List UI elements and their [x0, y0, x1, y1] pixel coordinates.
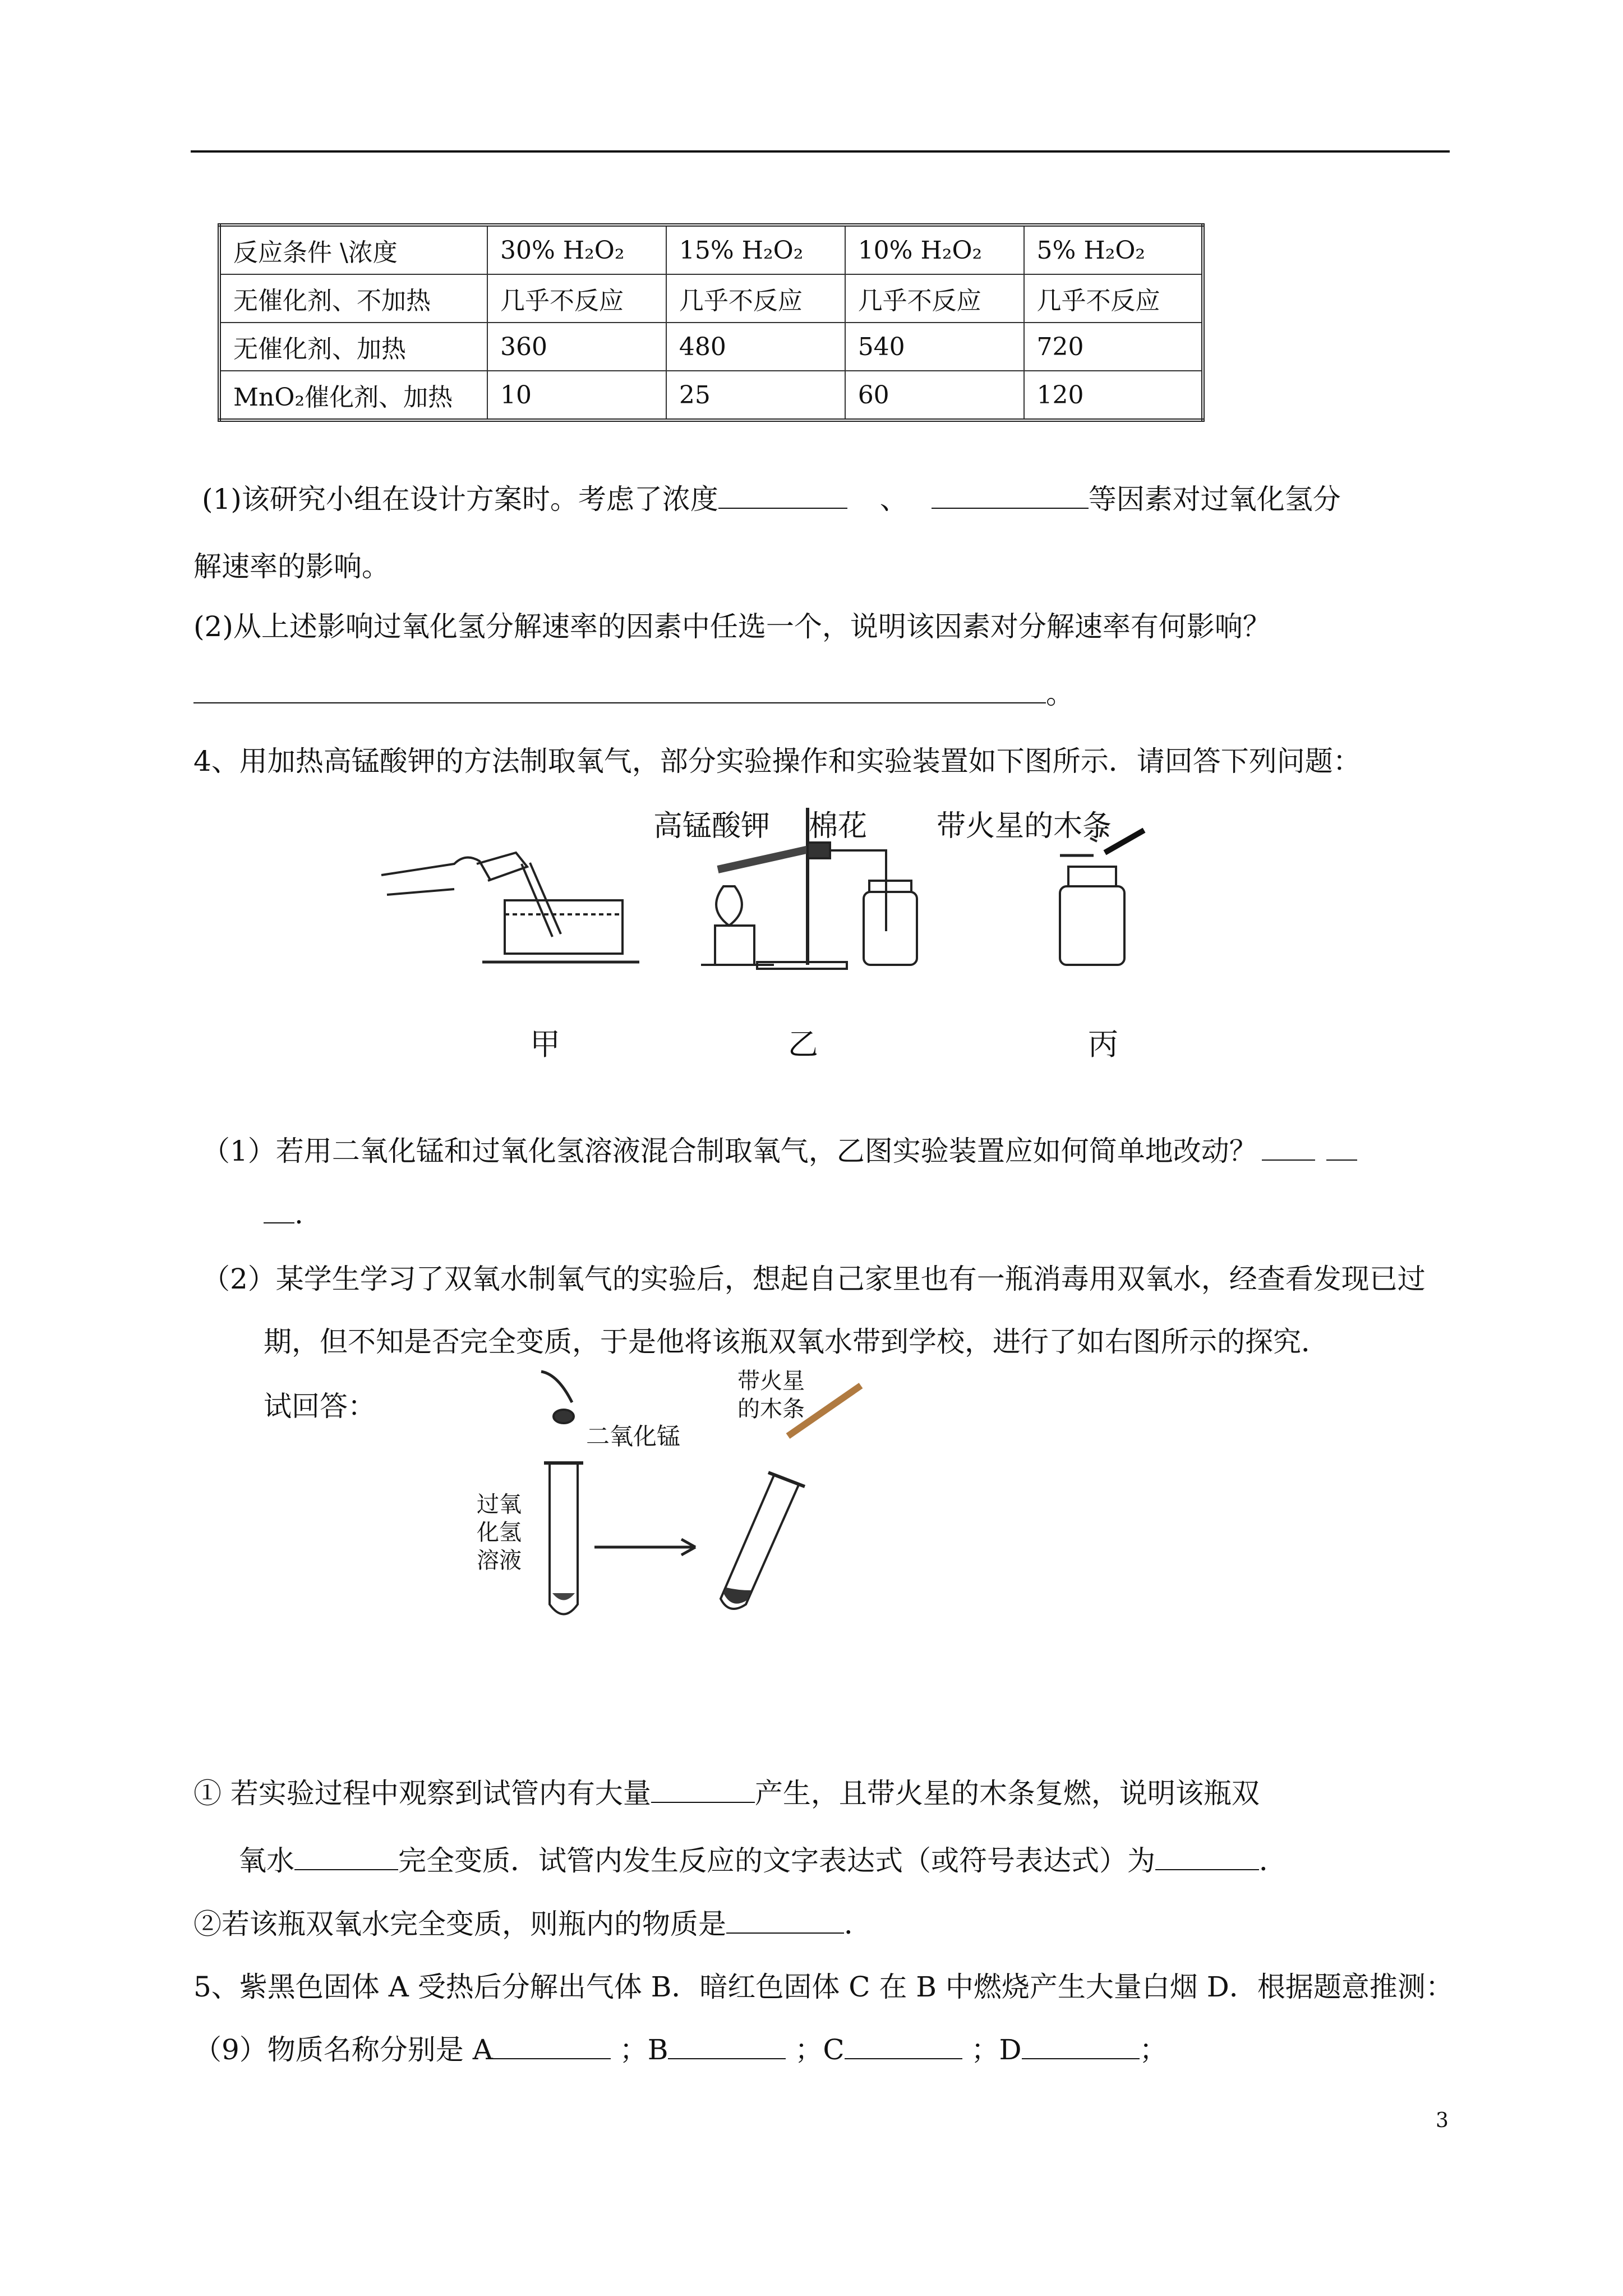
label-yi: 乙: [788, 1027, 818, 1062]
q4-sub2-line2: 期，但不知是否完全变质，于是他将该瓶双氧水带到学校，进行了如右图所示的探究．: [264, 1326, 1329, 1358]
label-glowing-splint: 带火星的木条: [937, 809, 1112, 843]
q4-title: 4、用加热高锰酸钾的方法制取氧气，部分实验操作和实验装置如下图所示．请回答下列问题：: [193, 745, 1361, 777]
table-cell: 几乎不反应: [666, 274, 845, 323]
label-splint-line2: 的木条: [737, 1396, 805, 1422]
table-cell: 无催化剂、加热: [219, 323, 487, 371]
table-cell: 几乎不反应: [1024, 274, 1203, 323]
concentration-table: [218, 223, 1205, 422]
q4-sub1-cont: .: [264, 1196, 303, 1232]
label-h2o2-line2: 化氢: [477, 1520, 522, 1545]
table-row: [219, 274, 1203, 323]
answer-blank[interactable]: [1326, 1134, 1357, 1161]
table-row: [219, 323, 1203, 371]
q3-item2-answer: 。: [193, 676, 1074, 712]
label-cotton: 棉花: [809, 809, 868, 843]
table-cell: 25: [666, 371, 845, 420]
test-tube-figure: [468, 1369, 895, 1627]
header-rule: [191, 150, 1450, 153]
q3-item1-line1: (1)该研究小组在设计方案时。考虑了浓度 、 等因素对过氧化氢分: [202, 483, 1341, 516]
answer-blank[interactable]: [1022, 2032, 1140, 2059]
q4-c1-line1: ① 若实验过程中观察到试管内有大量 产生，且带火星的木条复燃，说明该瓶双: [193, 1777, 1260, 1810]
label-potassium-permanganate: 高锰酸钾: [653, 809, 771, 843]
q5-title: 5、紫黑色固体 A 受热后分解出气体 B．暗红色固体 C 在 B 中燃烧产生大量白烟 D．根据题意推测：: [193, 1971, 1454, 2003]
q3-item1-line2: 解速率的影响。: [193, 550, 390, 583]
label-mno2: 二氧化锰: [586, 1423, 681, 1450]
table-header-row: [219, 225, 1203, 274]
table-cell: 几乎不反应: [845, 274, 1024, 323]
answer-blank[interactable]: [845, 2032, 962, 2059]
q4-c2: ②若该瓶双氧水完全变质，则瓶内的物质是 ．: [193, 1908, 872, 1940]
answer-blank[interactable]: [932, 482, 1089, 509]
apparatus-figure: [370, 797, 1239, 1088]
figure-bing-drawing: [1060, 828, 1144, 965]
table-cell: 5% H₂O₂: [1024, 225, 1203, 274]
table-cell: 120: [1024, 371, 1203, 420]
table-cell: 10: [487, 371, 666, 420]
label-jia: 甲: [530, 1027, 560, 1062]
q4-c1-line2: 氧水 完全变质．试管内发生反应的文字表达式（或符号表达式）为 ．: [238, 1844, 1287, 1877]
table-cell: 反应条件 \浓度: [219, 225, 487, 274]
label-splint-line1: 带火星: [737, 1369, 805, 1394]
answer-blank[interactable]: [668, 2032, 786, 2059]
label-bing: 丙: [1088, 1027, 1118, 1062]
answer-blank[interactable]: [726, 1907, 844, 1934]
q4-sub1: （1）若用二氧化锰和过氧化氢溶液混合制取氧气，乙图实验装置应如何简单地改动？: [202, 1133, 1357, 1169]
answer-blank[interactable]: [718, 482, 847, 509]
table-cell: 无催化剂、不加热: [219, 274, 487, 323]
table-cell: MnO₂催化剂、加热: [219, 371, 487, 420]
q4-sub2-line1: （2）某学生学习了双氧水制氧气的实验后，想起自己家里也有一瓶消毒用双氧水，经查看发现已过: [202, 1263, 1426, 1295]
q4-sub2-line3: 试回答：: [264, 1390, 376, 1423]
table-cell: 480: [666, 323, 845, 371]
answer-blank[interactable]: [294, 1843, 398, 1870]
label-h2o2-line3: 溶液: [477, 1548, 522, 1573]
table-cell: 360: [487, 323, 666, 371]
q3-item2: (2)从上述影响过氧化氢分解速率的因素中任选一个，说明该因素对分解速率有何影响？: [193, 610, 1271, 643]
table-cell: 15% H₂O₂: [666, 225, 845, 274]
answer-blank[interactable]: [193, 677, 1046, 703]
label-h2o2-line1: 过氧: [477, 1492, 522, 1517]
answer-blank[interactable]: [651, 1776, 755, 1803]
table-cell: 10% H₂O₂: [845, 225, 1024, 274]
answer-blank[interactable]: [1155, 1843, 1259, 1870]
answer-blank[interactable]: [1262, 1134, 1315, 1161]
table-row: [219, 371, 1203, 420]
table-cell: 60: [845, 371, 1024, 420]
answer-blank[interactable]: [264, 1197, 294, 1223]
figure-jia-drawing: [381, 853, 639, 962]
answer-blank[interactable]: [493, 2032, 611, 2059]
table-cell: 30% H₂O₂: [487, 225, 666, 274]
page-number: 3: [1436, 2109, 1449, 2132]
table-cell: 几乎不反应: [487, 274, 666, 323]
table-cell: 540: [845, 323, 1024, 371]
q5-sub9: （9）物质名称分别是 A ；B ；C ；D ；: [193, 2033, 1168, 2066]
table-cell: 720: [1024, 323, 1203, 371]
